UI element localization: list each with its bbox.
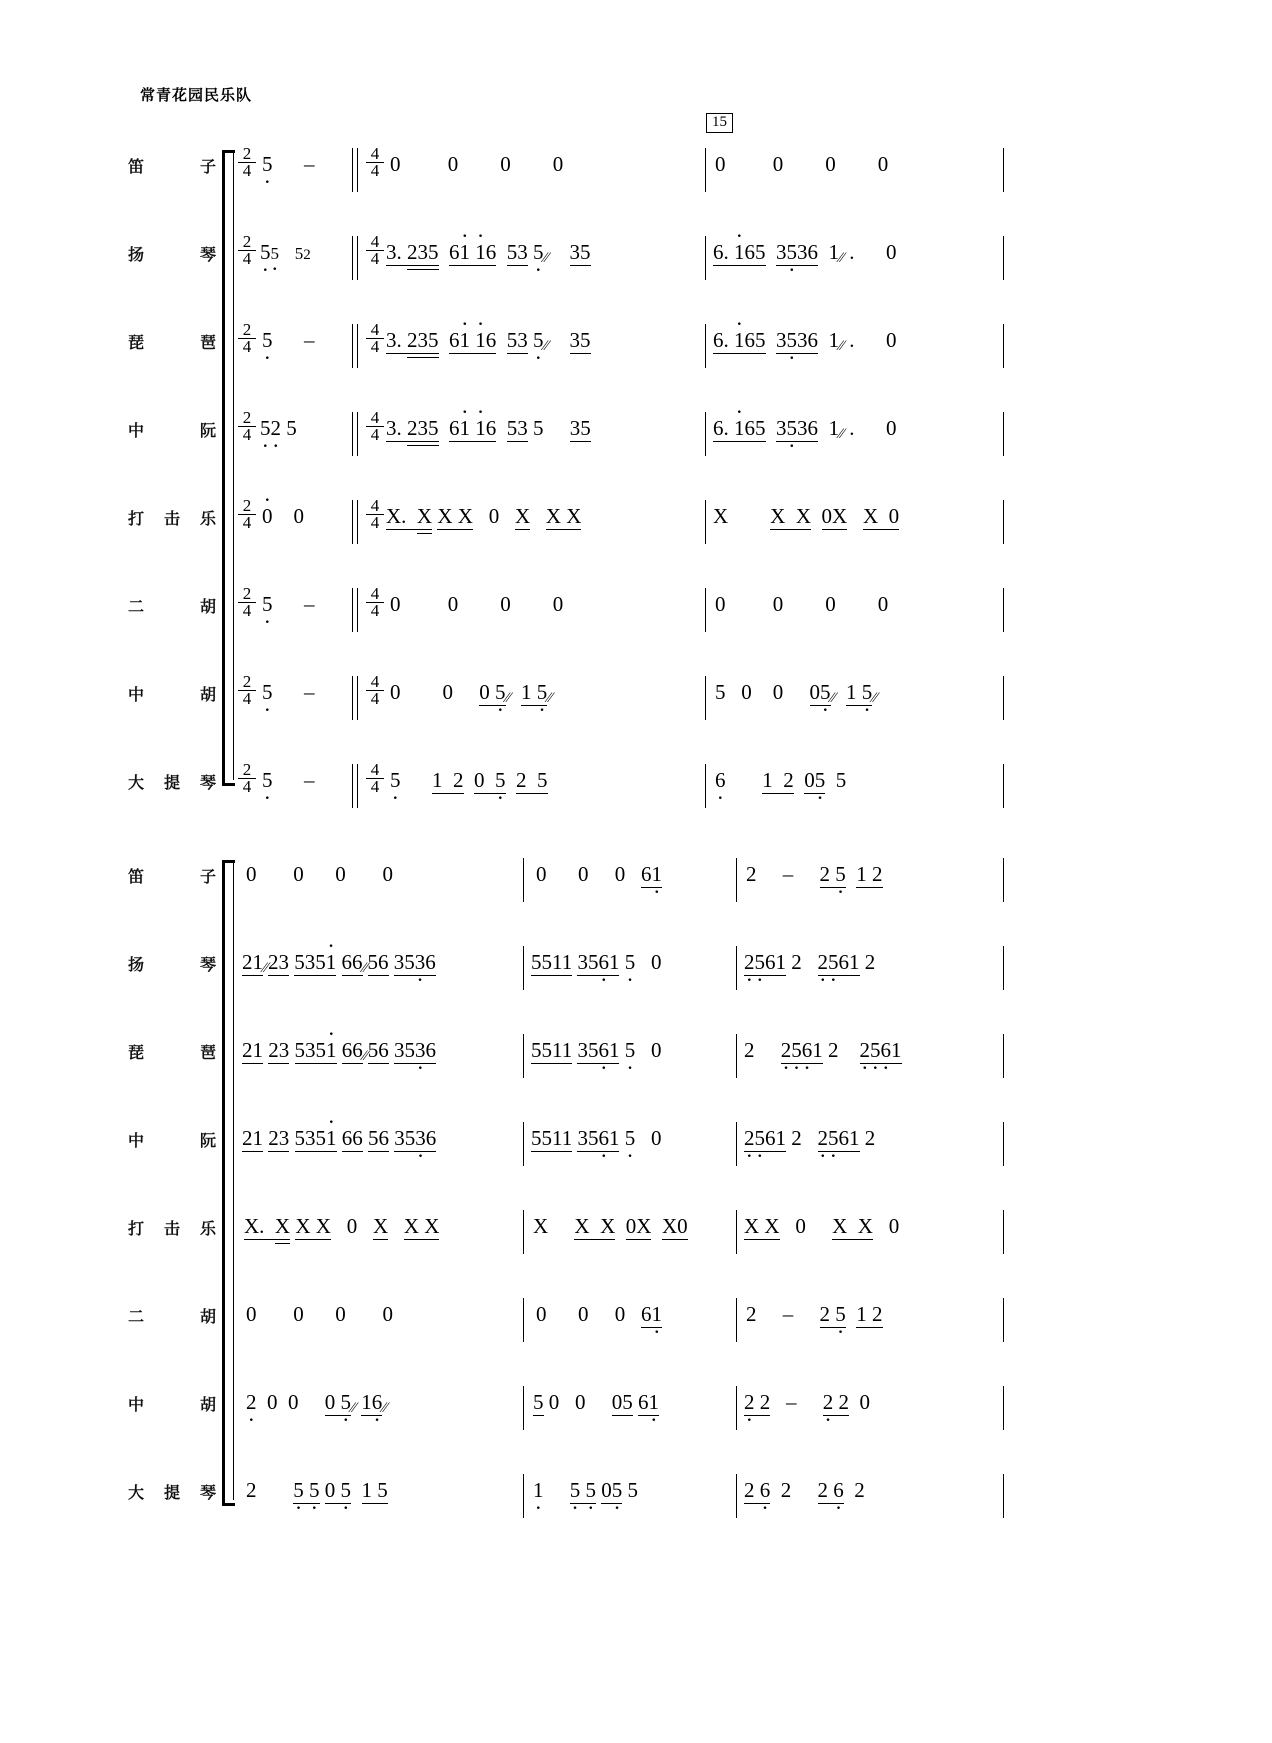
notes-measure-1: 2 5 · 5 · 0 5 · 1 5 — [246, 1478, 388, 1503]
barline — [705, 412, 706, 456]
barline-end — [1003, 764, 1004, 808]
notes-measure-2: 5511 356 ·1 5 · 0 — [531, 1038, 661, 1063]
notes-measure-2: 5511 356 ·1 5 · 0 — [531, 950, 661, 975]
barline — [736, 1474, 737, 1518]
notes-measure-2: 5 0 0 05 ·⁄⁄ 1 5 ·⁄⁄ — [715, 680, 877, 705]
instrument-label-zhongruan: 中 阮 — [128, 1131, 216, 1150]
notes-measure-1: X. X X X 0 X X X — [386, 504, 582, 528]
instrument-label-zhongruan: 中 阮 — [128, 421, 216, 440]
barline-end — [1003, 676, 1004, 720]
time-signature-4-4: $\frac{4}{4}$ — [366, 410, 384, 443]
notes-measure-1: 3. 235 61 · 1 ·6 53 5 ·⁄⁄ 35 — [386, 328, 591, 353]
barline — [523, 1386, 524, 1430]
barline-end — [1003, 1386, 1004, 1430]
staff-zhonghu — [0, 668, 1272, 728]
time-signature-2-4: $\frac{2}{4}$ — [238, 322, 256, 355]
notes-pickup: 5 · – — [262, 768, 315, 793]
instrument-label-pipa: 琵 琶 — [128, 1043, 216, 1062]
notes-measure-2: 6. 1 ·65 35 ·36 1⁄⁄ . 0 — [713, 416, 897, 441]
time-signature-2-4: $\frac{2}{4}$ — [238, 762, 256, 795]
barline-end — [1003, 858, 1004, 902]
staff-pipa — [0, 316, 1272, 376]
notes-measure-3: 2 – 2 5 · 1 2 — [746, 862, 883, 887]
barline — [705, 148, 706, 192]
barline — [736, 858, 737, 902]
notes-measure-3: 2 2 ·5 ·6 ·1 2 2 ·5 ·6 ·1 — [744, 1038, 902, 1063]
notes-measure-2: 5511 356 ·1 5 · 0 — [531, 1126, 661, 1151]
notes-measure-1: 21 23 5351 · 66⁄⁄56 353 ·6 — [242, 1038, 436, 1063]
time-signature-2-4: $\frac{2}{4}$ — [238, 674, 256, 707]
notes-measure-2: X X X 0X X0 — [533, 1214, 688, 1238]
instrument-label-erhu: 二 胡 — [128, 1307, 216, 1326]
notes-measure-1: 0 0 0 0 — [390, 152, 564, 176]
staff-dizi — [0, 140, 1272, 200]
time-signature-4-4: $\frac{4}{4}$ — [366, 498, 384, 531]
instrument-label-zhonghu: 中 胡 — [128, 685, 216, 704]
barline — [523, 1034, 524, 1078]
notes-measure-3: 2 · 2 – 2 · 2 0 — [744, 1390, 870, 1415]
notes-measure-1: 0 0 0 0 — [246, 1302, 393, 1326]
notes-measure-2: 6 · 1 2 05 · 5 — [715, 768, 846, 793]
notes-measure-3: 2 ·5 ·61 2 2 ·5 ·61 2 — [744, 950, 875, 975]
time-signature-4-4: $\frac{4}{4}$ — [366, 146, 384, 179]
barline — [736, 1386, 737, 1430]
staff-pipa — [0, 1026, 1272, 1086]
barline-end — [1003, 148, 1004, 192]
instrument-label-dizi: 笛 子 — [128, 867, 216, 886]
notes-measure-3: X X 0 X X 0 — [744, 1214, 900, 1238]
barline — [705, 500, 706, 544]
notes-measure-2: 6. 1 ·65 35 ·36 1⁄⁄ . 0 — [713, 240, 897, 265]
notes-measure-2: 5 0 0 05 61 · — [533, 1390, 659, 1415]
barline-end — [1003, 1122, 1004, 1166]
barline-end — [1003, 1298, 1004, 1342]
staff-zhonghu — [0, 1378, 1272, 1438]
time-signature-2-4: $\frac{2}{4}$ — [238, 586, 256, 619]
notes-measure-2: X X X 0X X 0 — [713, 504, 900, 528]
barline — [705, 588, 706, 632]
instrument-label-percussion: 打击乐 — [128, 1219, 216, 1238]
notes-measure-1: 0 0 0 0 — [390, 592, 564, 616]
notes-measure-1: 2 · 0 0 0 5 ·⁄⁄ 16 ·⁄⁄ — [246, 1390, 387, 1415]
notes-measure-1: X. X X X 0 X X X — [244, 1214, 440, 1238]
notes-measure-1: 0 0 0 5 ·⁄⁄ 1 5 ·⁄⁄ — [390, 680, 552, 705]
barline — [736, 1210, 737, 1254]
barline — [705, 676, 706, 720]
barline-end — [1003, 412, 1004, 456]
staff-yangqin — [0, 228, 1272, 288]
barline — [736, 1298, 737, 1342]
barline — [736, 946, 737, 990]
notes-measure-2: 6. 1 ·65 35 ·36 1⁄⁄ . 0 — [713, 328, 897, 353]
notes-pickup: 0 · 0 — [262, 504, 304, 529]
notes-measure-1: 3. 235 61 · 1 ·6 53 5 35 — [386, 416, 591, 441]
notes-measure-2: 0 0 0 61 · — [536, 862, 662, 887]
time-signature-4-4: $\frac{4}{4}$ — [366, 234, 384, 267]
barline — [736, 1122, 737, 1166]
staff-erhu — [0, 1290, 1272, 1350]
barline-end — [1003, 946, 1004, 990]
barline — [523, 858, 524, 902]
staff-yangqin — [0, 938, 1272, 998]
barline — [705, 324, 706, 368]
time-signature-4-4: $\frac{4}{4}$ — [366, 674, 384, 707]
notes-measure-1: 21 23 5351 · 66 56 353 ·6 — [242, 1126, 436, 1151]
staff-zhongruan — [0, 1114, 1272, 1174]
notes-measure-2: 0 0 0 61 · — [536, 1302, 662, 1327]
notes-pickup: 5 · – — [262, 680, 315, 705]
staff-erhu — [0, 580, 1272, 640]
ensemble-title: 常青花园民乐队 — [140, 86, 253, 104]
barline — [705, 764, 706, 808]
time-signature-4-4: $\frac{4}{4}$ — [366, 762, 384, 795]
barline-end — [1003, 588, 1004, 632]
notes-measure-2: 0 0 0 0 — [715, 152, 889, 176]
time-signature-4-4: $\frac{4}{4}$ — [366, 586, 384, 619]
barline-end — [1003, 1034, 1004, 1078]
barline — [523, 946, 524, 990]
barline-end — [1003, 236, 1004, 280]
instrument-label-percussion: 打击乐 — [128, 509, 216, 528]
instrument-label-pipa: 琵 琶 — [128, 333, 216, 352]
barline-end — [1003, 324, 1004, 368]
notes-measure-1: 3. 235 61 · 1 ·6 53 5 ·⁄⁄ 35 — [386, 240, 591, 265]
notes-measure-2: 1 · 5 · 5 · 05 · 5 — [533, 1478, 638, 1503]
barline-end — [1003, 500, 1004, 544]
instrument-label-dizi: 笛 子 — [128, 157, 216, 176]
instrument-label-cello: 大提琴 — [128, 1483, 216, 1502]
instrument-label-cello: 大提琴 — [128, 773, 216, 792]
instrument-label-yangqin: 扬 琴 — [128, 245, 216, 264]
instrument-label-yangqin: 扬 琴 — [128, 955, 216, 974]
notes-measure-3: 2 ·5 ·61 2 2 ·5 ·61 2 — [744, 1126, 875, 1151]
staff-percussion — [0, 492, 1272, 552]
staff-zhongruan — [0, 404, 1272, 464]
barline — [705, 236, 706, 280]
instrument-label-erhu: 二 胡 — [128, 597, 216, 616]
time-signature-2-4: $\frac{2}{4}$ — [238, 410, 256, 443]
notes-measure-1: 0 0 0 0 — [246, 862, 393, 886]
staff-cello — [0, 1466, 1272, 1526]
time-signature-2-4: $\frac{2}{4}$ — [238, 498, 256, 531]
notes-measure-1: 5 · 1 2 0 5 · 2 5 — [390, 768, 548, 793]
barline — [736, 1034, 737, 1078]
barline — [523, 1474, 524, 1518]
notes-measure-3: 2 6 · 2 2 6 · 2 — [744, 1478, 865, 1503]
time-signature-4-4: $\frac{4}{4}$ — [366, 322, 384, 355]
instrument-label-zhonghu: 中 胡 — [128, 1395, 216, 1414]
notes-measure-2: 0 0 0 0 — [715, 592, 889, 616]
barline — [523, 1210, 524, 1254]
rehearsal-mark: 15 — [706, 113, 733, 133]
barline-end — [1003, 1474, 1004, 1518]
barline — [523, 1122, 524, 1166]
notes-pickup: 5 · – — [262, 328, 315, 353]
time-signature-2-4: $\frac{2}{4}$ — [238, 146, 256, 179]
barline — [523, 1298, 524, 1342]
notes-measure-1: 21⁄⁄23 5351 · 66⁄⁄56 353 ·6 — [242, 950, 436, 975]
staff-cello — [0, 756, 1272, 816]
notes-pickup: 5 · – — [262, 592, 315, 617]
barline-end — [1003, 1210, 1004, 1254]
notes-pickup: 5 ·5 · 52 — [260, 240, 311, 265]
notes-measure-3: 2 – 2 5 · 1 2 — [746, 1302, 883, 1327]
staff-percussion — [0, 1202, 1272, 1262]
notes-pickup: 5 · – — [262, 152, 315, 177]
time-signature-2-4: $\frac{2}{4}$ — [238, 234, 256, 267]
staff-dizi — [0, 850, 1272, 910]
notes-pickup: 5 ·2 · 5 — [260, 416, 297, 441]
